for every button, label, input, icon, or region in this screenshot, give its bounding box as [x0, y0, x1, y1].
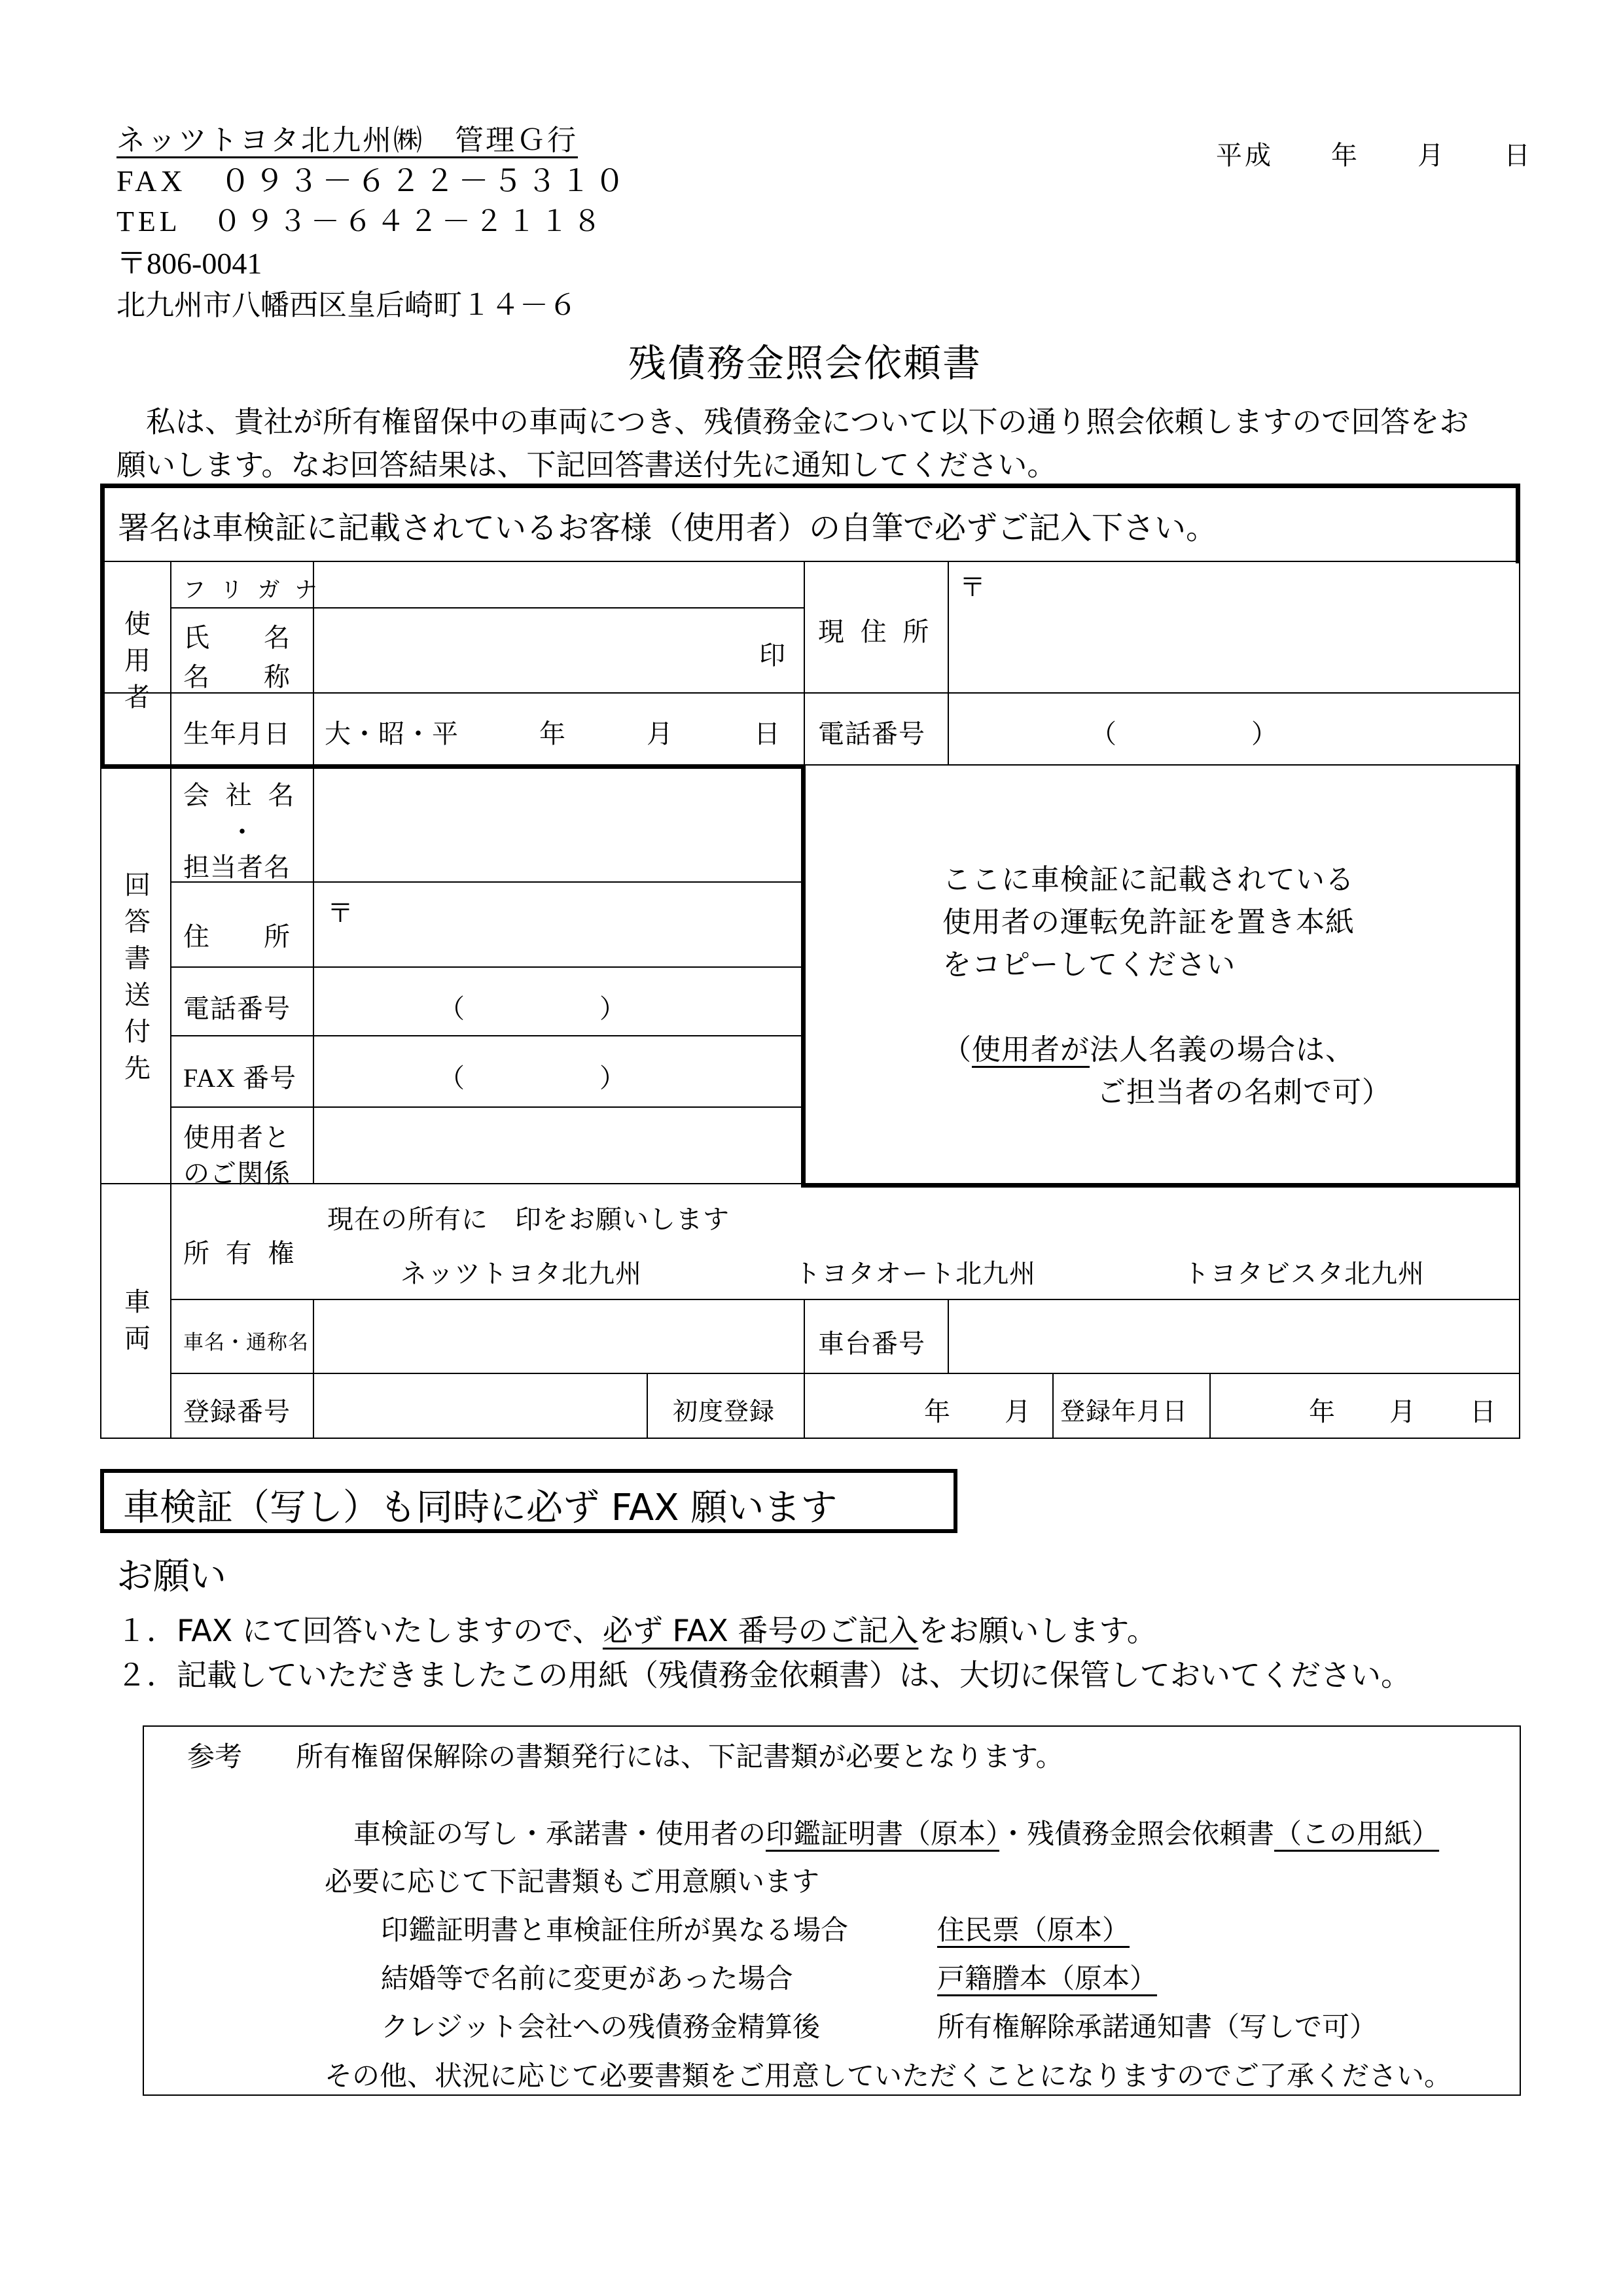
chassis-number-label: 車台番号	[818, 1329, 925, 1359]
furigana-field[interactable]	[315, 563, 802, 606]
user-phone-field[interactable]: （ ）	[1090, 719, 1278, 749]
car-name-label: 車名・通称名	[183, 1331, 309, 1354]
owner-option-vista[interactable]: トヨタビスタ北九州	[1183, 1259, 1425, 1289]
address: 北九州市八幡西区皇后崎町１４－６	[116, 289, 577, 321]
owner-option-netz[interactable]: ネッツトヨタ北九州	[401, 1259, 642, 1289]
registration-date-field[interactable]: 年 月 日	[1309, 1397, 1497, 1427]
reply-fax-field[interactable]: （ ）	[438, 1063, 626, 1093]
name-label-line-2: 名 称	[183, 662, 291, 692]
chassis-number-field[interactable]	[950, 1301, 1517, 1371]
relation-label-line-1: 使用者と	[183, 1123, 291, 1153]
intro-line-1: 私は、貴社が所有権留保中の車両につき、残債務金について以下の通り照会依頼しますので回答をお	[116, 406, 1469, 438]
birth-date-label: 生年月日	[183, 719, 291, 749]
registration-number-label: 登録番号	[183, 1397, 291, 1427]
license-box-line-1: ここに車検証に記載されている	[942, 863, 1355, 896]
user-phone-label: 電話番号	[818, 719, 925, 749]
reference-doc-1: 住民票（原本）	[937, 1914, 1130, 1946]
reference-doc-3: 所有権解除承諾通知書（写しで可）	[937, 2011, 1378, 2043]
reference-docs: 車検証の写し・承諾書・使用者の印鑑証明書（原本）・残債務金照会依頼書（この用紙）	[353, 1818, 1440, 1850]
name-label-line-1: 氏 名	[183, 623, 291, 653]
registration-date-label: 登録年月日	[1060, 1397, 1188, 1426]
postal-code: 〒806-0041	[116, 247, 262, 280]
owner-option-auto[interactable]: トヨタオート北九州	[794, 1259, 1036, 1289]
furigana-label: フ リ ガ ナ	[183, 577, 321, 603]
intro-line-2: 願いします。なお回答結果は、下記回答書送付先に通知してください。	[116, 449, 1057, 482]
reference-case-2: 結婚等で名前に変更があった場合	[381, 1962, 793, 1994]
registration-number-field[interactable]	[315, 1375, 645, 1436]
seal-mark: 印	[759, 641, 786, 671]
vehicle-section-label: 車 両	[124, 1287, 151, 1354]
first-registration-field[interactable]: 年 月	[924, 1397, 1031, 1427]
company-contact-field[interactable]	[315, 767, 800, 880]
license-box-line-5: ご担当者の名刺で可）	[1097, 1076, 1391, 1109]
ownership-note: 現在の所有に 印をお願いします	[327, 1205, 730, 1235]
user-section-label: 使 用 者	[124, 609, 151, 713]
car-name-field[interactable]	[315, 1301, 802, 1371]
tel-number: TEL ０９３－６４２－２１１８	[116, 205, 605, 238]
reference-case-3: クレジット会社への残債務金精算後	[381, 2011, 820, 2043]
request-item-2: ２．記載していただきましたこの用紙（残債務金依頼書）は、大切に保管しておいてください。	[116, 1657, 1411, 1693]
reply-phone-field[interactable]: （ ）	[438, 994, 626, 1024]
user-postal-mark: 〒	[959, 573, 986, 603]
fax-number: FAX ０９３－６２２－５３１０	[116, 164, 629, 198]
requests-heading: お願い	[116, 1555, 226, 1598]
reply-fax-label: FAX 番号	[183, 1063, 297, 1093]
company-label-line-1: 会 社 名	[183, 781, 298, 811]
reference-label: 参考	[187, 1740, 243, 1773]
relation-label-line-2: のご関係	[183, 1159, 291, 1189]
license-box-line-4: （使用者が法人名義の場合は、	[942, 1033, 1355, 1067]
request-item-1: １．FAX にて回答いたしますので、必ず FAX 番号のご記入をお願いします。	[116, 1613, 1157, 1648]
first-registration-label: 初度登録	[673, 1397, 776, 1426]
reference-also: 必要に応じて下記書類もご用意願います	[325, 1865, 820, 1898]
addressee: ネッツトヨタ北九州㈱ 管理Ｇ行	[116, 124, 578, 156]
reference-closing: その他、状況に応じて必要書類をご用意していただくことになりますのでご了承ください。	[325, 2060, 1452, 2092]
fax-notice: 車検証（写し）も同時に必ず FAX 願います	[123, 1487, 838, 1529]
reply-postal-mark: 〒	[327, 898, 354, 928]
name-field[interactable]	[315, 610, 802, 691]
company-label-line-2: ・	[229, 817, 256, 847]
ownership-label: 所 有 権	[183, 1239, 298, 1269]
reference-case-1: 印鑑証明書と車検証住所が異なる場合	[381, 1914, 849, 1946]
reply-address-label: 住 所	[183, 922, 291, 952]
current-address-label: 現 住 所	[818, 617, 933, 647]
license-box-line-3: をコピーしてください	[942, 948, 1236, 981]
current-address-field[interactable]	[950, 563, 1514, 691]
signature-notice: 署名は車検証に記載されているお客様（使用者）の自筆で必ずご記入下さい。	[118, 510, 1218, 546]
page-title: 残債務金照会依頼書	[628, 342, 982, 385]
company-label-line-3: 担当者名	[183, 853, 291, 883]
license-box-line-2: 使用者の運転免許証を置き本紙	[942, 906, 1355, 939]
birth-date-field[interactable]: 大・昭・平 年 月 日	[325, 719, 781, 749]
reply-section-label: 回 答 書 送 付 先	[124, 870, 151, 1084]
reference-doc-2: 戸籍謄本（原本）	[937, 1962, 1158, 1994]
reply-phone-label: 電話番号	[183, 994, 291, 1024]
reference-intro: 所有権留保解除の書類発行には、下記書類が必要となります。	[296, 1740, 1063, 1773]
date-field[interactable]: 平成 年 月 日	[1216, 141, 1533, 170]
reply-address-field[interactable]	[315, 884, 800, 965]
relation-field[interactable]	[315, 1109, 800, 1182]
